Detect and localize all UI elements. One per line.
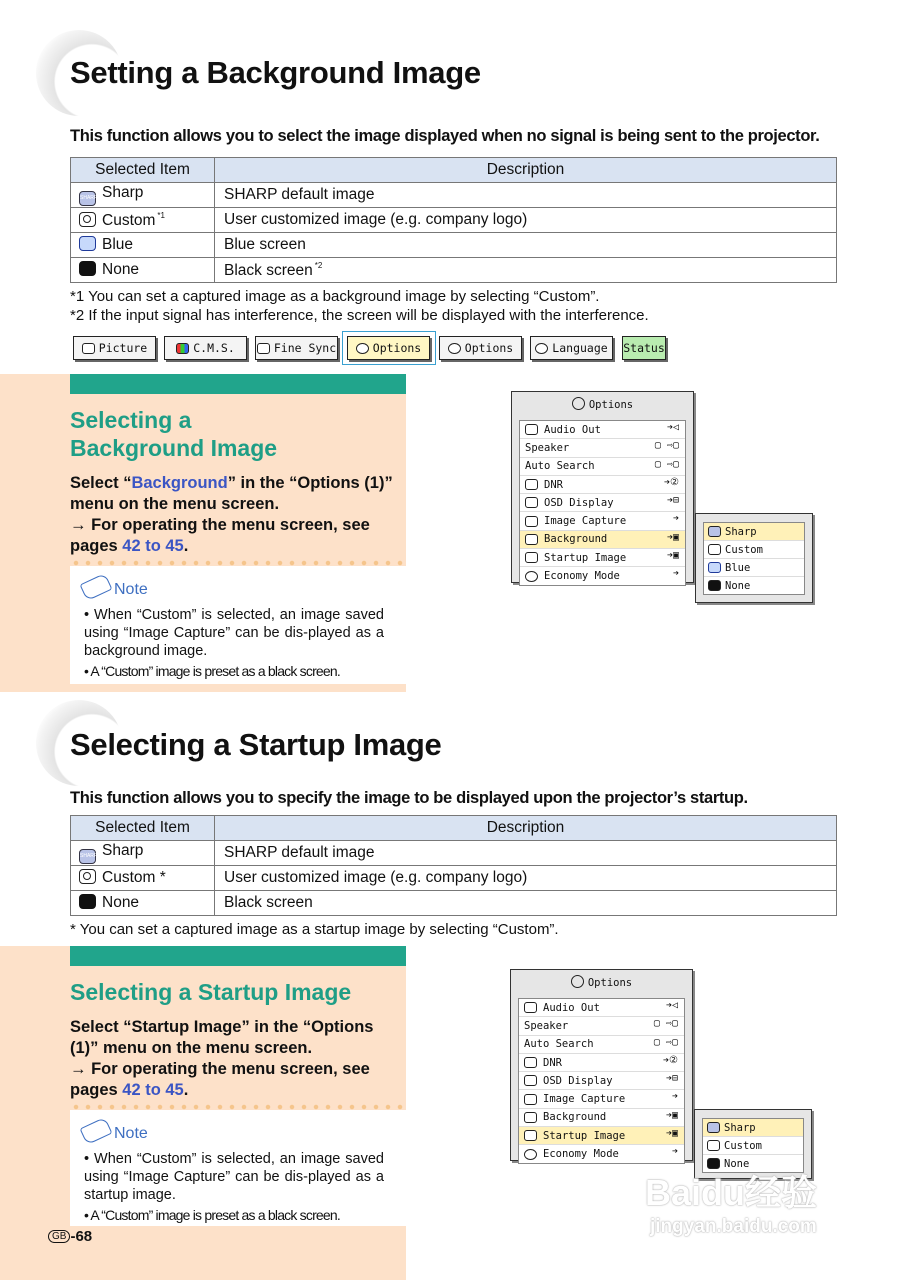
toggle-icon: ▢ ⇨▢ [653,1018,678,1030]
arrow-right-icon: ➔▣ [665,1109,678,1121]
osd-item-background[interactable]: Background ➔▣ [520,531,685,549]
note-heading: Note [82,578,148,599]
region-badge: GB [48,1230,70,1243]
footnote-marker: *1 [157,210,165,220]
tab-language[interactable]: Language [530,336,613,360]
submenu-item-none[interactable]: None [704,577,804,594]
sharp-logo-icon: SHARP [79,849,96,864]
arrow-right-icon: ➔▣ [665,1128,678,1140]
item-description: Black screen [224,261,313,279]
arrow-right-icon: ➔ [672,513,679,525]
footnote-marker: *2 [314,260,323,270]
background-link: Background [131,474,228,492]
submenu-item-sharp[interactable]: Sharp [704,523,804,541]
tab-cms[interactable]: C.M.S. [164,336,247,360]
panel-title: Selecting a Startup Image [70,979,352,1005]
item-description: User customized image (e.g. company logo) [215,208,837,233]
arrow-right-icon: ➔▣ [666,550,679,562]
osd-item-startup-image[interactable]: Startup Image ➔▣ [520,549,685,567]
custom-image-icon [707,1140,720,1151]
panel-header-bar [70,946,406,966]
item-label: Sharp [102,184,144,201]
item-description: Blue screen [215,233,837,258]
arrow-right-icon: ➔ [671,1146,678,1158]
footnote: * You can set a captured image as a startup image by selecting “Custom”. [70,921,559,938]
background-options-table [70,157,837,283]
tab-fine-sync[interactable]: Fine Sync [255,336,338,360]
column-header: Selected Item [71,816,215,841]
pencil-icon [80,573,113,601]
osd-item-economy-mode[interactable]: Economy Mode ➔ [520,567,685,584]
osd-display-icon [525,497,538,508]
sharp-logo-icon [707,1122,720,1133]
item-description: User customized image (e.g. company logo) [215,866,837,891]
item-label: None [102,261,140,278]
fine-sync-icon [257,343,270,354]
intro-text: This function allows you to select the image displayed when no signal is being sent to the projector. [70,127,820,145]
osd-display-icon [524,1075,537,1086]
submenu-item-none[interactable]: None [703,1155,803,1172]
startup-image-icon [524,1130,537,1141]
background-submenu [695,513,813,603]
sharp-logo-icon [708,526,721,537]
arrow-right-icon: ➔② [664,476,679,488]
black-screen-icon [79,261,96,276]
arrow-right-icon: ➔▣ [666,531,679,543]
table-row [71,841,837,866]
panel-header-bar [70,374,406,394]
panel-title: Selecting a Background Image [70,407,278,461]
dnr-icon [525,479,538,490]
osd-item-audio-out[interactable]: Audio Out ➔◁ [520,421,685,439]
arrow-right-icon: ➔ [671,1091,678,1103]
watermark-url: jingyan.baidu.com [650,1216,817,1237]
blue-screen-icon [708,562,721,573]
page-number: GB -68 [48,1228,92,1245]
column-header: Description [215,158,837,183]
osd-title: Options [587,977,633,989]
table-row [71,208,837,233]
image-capture-icon [525,516,538,527]
column-header: Description [215,816,837,841]
pencil-icon [80,1117,113,1145]
background-icon [525,534,538,545]
economy-leaf-icon [524,1149,537,1160]
image-capture-icon [524,1094,537,1105]
footnote-2: *2 If the input signal has interference, the screen will be displayed with the interference. [70,307,649,324]
options-osd-menu [510,969,693,1161]
section-title: Selecting a Startup Image [70,727,442,762]
picture-icon [82,343,95,354]
table-row [71,233,837,258]
toggle-icon: ▢ ⇨▢ [654,440,679,452]
table-row [71,866,837,891]
table-row [71,183,837,208]
osd-item-osd-display[interactable]: OSD Display ➔⊟ [519,1072,684,1090]
osd-item-image-capture[interactable]: Image Capture ➔ [520,512,685,530]
custom-image-icon [708,544,721,555]
arrow-right-icon: ➔◁ [665,1000,678,1011]
arrow-right-icon: ➔⊟ [666,495,679,507]
column-header: Selected Item [71,158,215,183]
submenu-item-sharp[interactable]: Sharp [703,1119,803,1137]
speaker-icon [525,424,538,435]
osd-item-audio-out[interactable]: Audio Out ➔◁ [519,999,684,1017]
note-bullet: • A “Custom” image is preset as a black screen. [84,663,340,679]
arrow-right-icon: ➔ [672,568,679,580]
item-description: Black screen [215,891,837,916]
pages-link[interactable]: 42 to 45 [122,1081,184,1099]
options-icon [448,343,461,354]
step-instruction: Select “Background” in the “Options (1)” menu on the menu screen. → For operating the menu screen, see pages 42 to 45. [70,474,393,555]
options-icon [572,397,585,410]
osd-title: Options [588,399,634,411]
startup-options-table [70,815,837,916]
item-label: Blue [102,236,134,253]
custom-image-icon [79,212,96,227]
arrow-right-icon: ➔② [663,1054,678,1066]
black-screen-icon [708,580,721,591]
cms-icon [176,343,189,354]
item-label: Custom [102,211,156,229]
osd-item-startup-image[interactable]: Startup Image ➔▣ [519,1127,684,1145]
osd-item-dnr[interactable]: DNR ➔② [519,1054,684,1072]
note-bullet: • When “Custom” is selected, an image saved using “Image Capture” can be dis-played as a startup image. [84,1151,384,1203]
item-label: Sharp [102,842,144,859]
background-icon [524,1112,537,1123]
note-bullet: • A “Custom” image is preset as a black screen. [84,1207,340,1223]
tab-options-1[interactable]: Options [347,336,430,360]
item-label: Custom * [102,869,166,886]
osd-item-speaker[interactable]: Speaker ▢ ⇨▢ [520,439,685,457]
osd-item-image-capture[interactable]: Image Capture ➔ [519,1090,684,1108]
osd-item-auto-search[interactable]: Auto Search ▢ ⇨▢ [519,1036,684,1054]
osd-item-list [518,998,685,1164]
table-row [71,258,837,283]
osd-item-background[interactable]: Background ➔▣ [519,1109,684,1127]
economy-leaf-icon [525,571,538,582]
note-bullet: • When “Custom” is selected, an image saved using “Image Capture” can be dis-played as a background image. [84,607,384,659]
dnr-icon [524,1057,537,1068]
watermark-brand: Baidu经验 [645,1172,818,1213]
language-icon [535,343,548,354]
options-osd-menu [511,391,694,583]
osd-item-economy-mode[interactable]: Economy Mode ➔ [519,1145,684,1162]
startup-image-icon [525,552,538,563]
tab-status[interactable]: Status [622,336,666,360]
page-title: Setting a Background Image [70,55,481,90]
toggle-icon: ▢ ⇨▢ [654,458,679,470]
table-header-row [71,816,837,841]
tab-picture[interactable]: Picture [73,336,156,360]
arrow-right-icon: ➔⊟ [665,1073,678,1085]
speaker-icon [524,1002,537,1013]
osd-item-list [519,420,686,586]
tab-options-2[interactable]: Options [439,336,522,360]
item-description: SHARP default image [215,183,837,208]
item-label: None [102,894,140,911]
custom-image-icon [79,869,96,884]
footnote-1: *1 You can set a captured image as a background image by selecting “Custom”. [70,288,600,305]
black-screen-icon [79,894,96,909]
osd-item-osd-display[interactable]: OSD Display ➔⊟ [520,494,685,512]
options-icon [571,975,584,988]
osd-item-speaker[interactable]: Speaker ▢ ⇨▢ [519,1017,684,1035]
submenu-item-custom[interactable]: Custom [703,1137,803,1155]
arrow-right-icon: ➔◁ [666,422,679,433]
table-row [71,891,837,916]
sharp-logo-icon: SHARP [79,191,96,206]
table-header-row [71,158,837,183]
toggle-icon: ▢ ⇨▢ [653,1036,678,1048]
note-heading: Note [82,1122,148,1143]
pages-link[interactable]: 42 to 45 [122,537,184,555]
intro-text: This function allows you to specify the image to be displayed upon the projector’s startup. [70,789,748,807]
blue-screen-icon [79,236,96,251]
submenu-item-blue[interactable]: Blue [704,559,804,577]
submenu-item-custom[interactable]: Custom [704,541,804,559]
osd-item-dnr[interactable]: DNR ➔② [520,476,685,494]
osd-item-auto-search[interactable]: Auto Search ▢ ⇨▢ [520,458,685,476]
options-icon [356,343,369,354]
step-instruction: Select “Startup Image” in the “Options (1)” menu on the menu screen. → For operating the menu screen, see pages 42 to 45. [70,1018,374,1099]
item-description: SHARP default image [215,841,837,866]
